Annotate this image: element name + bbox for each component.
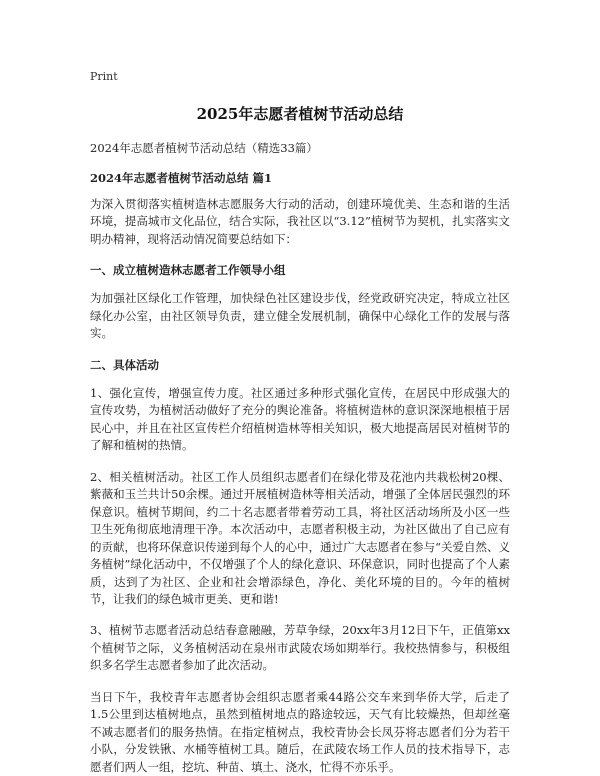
print-link[interactable]: Print [90,70,118,83]
paragraph-volunteer-trip: 当日下午，我校青年志愿者协会组织志愿者乘44路公交车来到华侨大学，后走了1.5公里到达植树地点，虽然到植树地点的路途较远，天气有比较燥热，但却丝毫不减志愿者们的服务热情。在指定植树点，我校青协会长凤芬将志愿者们分为若干小队，分发铁锹、水桶等植树工具。随后，在武陵农场工作人员的技术指导下，志愿者们两人一组，挖坑、种苗、填土、浇水，忙得不亦乐乎。 [90,689,510,774]
paragraph-publicity: 1、强化宣传，增强宣传力度。社区通过多种形式强化宣传，在居民中形成强大的宣传攻势，为植树活动做好了充分的舆论准备。将植树造林的意识深深地根植于居民心中，并且在社区宣传栏介绍植树造林等相关知识，极大地提高居民对植树节的了解和植树的热情。 [90,385,510,453]
heading-leadership-group: 一、成立植树造林志愿者工作领导小组 [90,263,286,278]
document-title: 2025年志愿者植树节活动总结 [196,105,404,123]
paragraph-planting: 2、相关植树活动。社区工作人员组织志愿者们在绿化带及花池内共栽松树20棵、紫薇和玉兰共计50余棵。通过开展植树造林等相关活动，增强了全体居民强烈的环保意识。植树节期间，约二十名志愿者带着劳动工具，将社区活动场所及小区一些卫生死角彻底地清理干净。本次活动中，志愿者积极主动，为社区做出了自己应有的贡献，也将环保意识传递到每个人的心中，通过广大志愿者在参与“关爱自然、义务植树”绿化活动中，不仅增强了个人的绿化意识、环保意识，同时也提高了个人素质，达到了为社区、企业和社会增添绿色，净化、美化环境的目的。今年的植树节，让我们的绿色城市更美、更和谐! [90,469,510,606]
intro-paragraph: 为深入贯彻落实植树造林志愿服务大行动的活动，创建环境优美、生态和谐的生活环境，提高城市文化品位，结合实际，我社区以“3.12”植树节为契机，扎实落实文明办精神，现将活动情况简要总结如下： [90,197,510,246]
section-title: 2024年志愿者植树节活动总结 篇1 [90,171,273,185]
document-subtitle: 2024年志愿者植树节活动总结（精选33篇） [90,141,318,155]
heading-activities: 二、具体活动 [90,357,159,372]
paragraph-leadership: 为加强社区绿化工作管理，加快绿色社区建设步伐，经党政研究决定，特成立社区绿化办公室，由社区领导负责，建立健全发展机制，确保中心绿化工作的发展与落实。 [90,291,510,341]
paragraph-arbor-day-event: 3、植树节志愿者活动总结春意融融，芳草争绿，20xx年3月12日下午，正值第xx个植树节之际，义务植树活动在泉州市武陵农场如期举行。我校热情参与，积极组织多名学生志愿者参加了此次活动。 [90,623,510,673]
